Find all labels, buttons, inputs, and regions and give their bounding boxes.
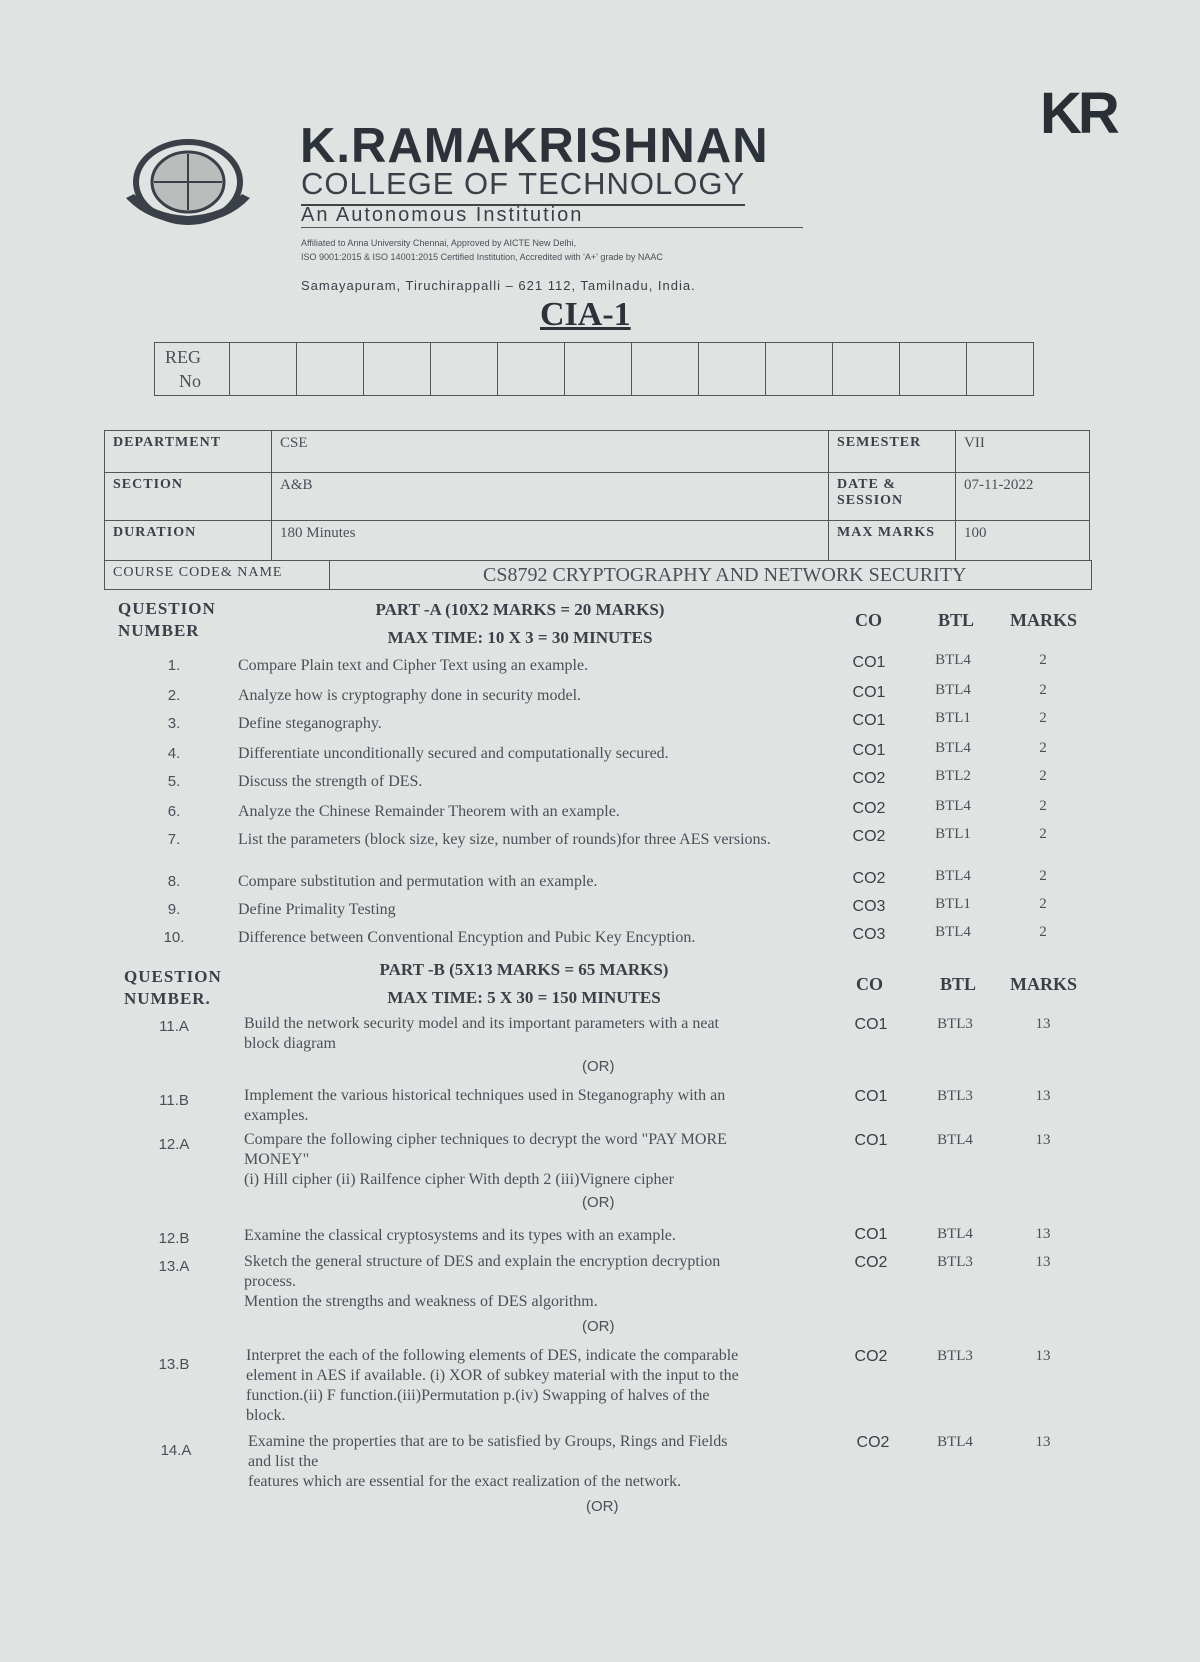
college-seal-logo — [118, 138, 258, 230]
question-btl: BTL3 — [937, 1348, 973, 1364]
section-value: A&B — [272, 473, 829, 521]
part-b-question-number-label: QUESTION NUMBER. — [124, 967, 222, 1008]
question-marks: 13 — [1035, 1434, 1051, 1450]
question-number: 1. — [167, 657, 181, 674]
question-marks: 2 — [1039, 652, 1047, 668]
question-number: 3. — [167, 715, 181, 732]
course-name: CS8792 CRYPTOGRAPHY AND NETWORK SECURITY — [483, 564, 967, 586]
question-btl: BTL4 — [935, 652, 971, 668]
question-btl: BTL1 — [935, 826, 971, 842]
question-marks: 13 — [1035, 1348, 1051, 1364]
question-marks: 13 — [1035, 1132, 1051, 1148]
reg-digit-box[interactable] — [431, 343, 498, 396]
duration-label: DURATION — [105, 521, 272, 561]
question-marks: 2 — [1039, 768, 1047, 784]
or-separator: (OR) — [582, 1318, 615, 1335]
or-separator: (OR) — [582, 1058, 615, 1075]
department-value: CSE — [272, 431, 829, 473]
question-marks: 13 — [1035, 1254, 1051, 1270]
question-text: List the parameters (block size, key size, number of rounds)for three AES versions. — [238, 831, 771, 848]
question-number: 9. — [167, 901, 181, 918]
question-co: CO3 — [852, 898, 886, 915]
question-number: 12.B — [158, 1230, 190, 1247]
accreditation-line: ISO 9001:2015 & ISO 14001:2015 Certified Institution, Accredited with 'A+' grade by NAAC — [301, 252, 663, 262]
question-number: 11.A — [159, 1018, 189, 1035]
autonomous-tagline: An Autonomous Institution — [301, 204, 803, 228]
question-text: Analyze how is cryptography done in security model. — [238, 687, 582, 704]
question-co: CO1 — [854, 1088, 888, 1105]
question-btl: BTL4 — [935, 740, 971, 756]
question-btl: BTL4 — [935, 682, 971, 698]
question-co: CO1 — [854, 1226, 888, 1243]
reg-digit-box[interactable] — [699, 343, 766, 396]
question-text: Examine the properties that are to be satisfied by Groups, Rings and Fields and list the features which are essential for the exact realization of the network. — [248, 1433, 728, 1490]
part-b-btl-header: BTL — [940, 974, 977, 994]
question-co: CO2 — [854, 1348, 888, 1365]
question-marks: 2 — [1039, 710, 1047, 726]
question-marks: 13 — [1035, 1226, 1051, 1242]
reg-digit-box[interactable] — [364, 343, 431, 396]
question-marks: 2 — [1039, 868, 1047, 884]
semester-label: SEMESTER — [829, 431, 956, 473]
question-marks: 13 — [1035, 1088, 1051, 1104]
question-text: Differentiate unconditionally secured and computationally secured. — [238, 745, 669, 762]
max-marks-label: MAX MARKS — [829, 521, 956, 561]
question-number: 13.A — [158, 1258, 190, 1275]
question-co: CO3 — [852, 926, 886, 943]
question-text: Interpret the each of the following elements of DES, indicate the comparable element in AES if available. (i) XOR of subkey material with the input to the function.(ii) F function.(iii)Permutation p.(iv) Swapping of halves of the block. — [246, 1347, 739, 1424]
course-code-label: COURSE CODE& NAME — [113, 565, 283, 580]
date-session-label: DATE & SESSION — [829, 473, 956, 521]
question-co: CO2 — [856, 1434, 890, 1451]
question-text: Compare Plain text and Cipher Text using an example. — [238, 657, 589, 674]
question-btl: BTL3 — [937, 1254, 973, 1270]
question-number: 6. — [167, 803, 181, 820]
semester-value: VII — [956, 431, 1090, 473]
question-co: CO2 — [852, 828, 886, 845]
part-b-title: PART -B (5X13 MARKS = 65 MARKS) MAX TIME: 5 X 30 = 150 MINUTES — [379, 960, 669, 1007]
question-number: 11.B — [159, 1092, 189, 1109]
question-co: CO1 — [854, 1016, 888, 1033]
or-separator: (OR) — [582, 1194, 615, 1211]
max-marks-value: 100 — [956, 521, 1090, 561]
reg-digit-box[interactable] — [565, 343, 632, 396]
question-number: 7. — [167, 831, 181, 848]
question-btl: BTL3 — [937, 1016, 973, 1032]
question-number: 8. — [167, 873, 181, 890]
question-text: Sketch the general structure of DES and explain the encryption decryption process. Mention the strengths and weakness of DES algorithm. — [244, 1253, 721, 1310]
question-marks: 2 — [1039, 740, 1047, 756]
question-marks: 2 — [1039, 896, 1047, 912]
question-marks: 2 — [1039, 826, 1047, 842]
part-a-co-header: CO — [855, 610, 882, 630]
question-co: CO2 — [852, 770, 886, 787]
part-a-title: PART -A (10X2 MARKS = 20 MARKS) MAX TIME: 10 X 3 = 30 MINUTES — [375, 600, 665, 647]
college-name: K.RAMAKRISHNAN — [300, 119, 769, 173]
reg-digit-box[interactable] — [297, 343, 364, 396]
question-text: Examine the classical cryptosystems and its types with an example. — [244, 1227, 676, 1244]
part-a-btl-header: BTL — [938, 610, 975, 630]
question-co: CO1 — [854, 1132, 888, 1149]
course-divider — [329, 561, 330, 589]
question-co: CO2 — [852, 870, 886, 887]
question-text: Implement the various historical techniques used in Steganography with an examples. — [244, 1087, 726, 1124]
reg-digit-box[interactable] — [766, 343, 833, 396]
question-btl: BTL4 — [935, 798, 971, 814]
question-number: 4. — [167, 745, 181, 762]
question-btl: BTL4 — [937, 1434, 973, 1450]
question-text: Compare substitution and permutation with an example. — [238, 873, 598, 890]
question-btl: BTL4 — [937, 1132, 973, 1148]
question-number: 14.A — [160, 1442, 192, 1459]
question-number: 10. — [163, 929, 185, 946]
exam-title: CIA-1 — [540, 296, 631, 333]
question-co: CO1 — [852, 712, 886, 729]
exam-info-table — [104, 430, 1090, 561]
affiliation-line: Affiliated to Anna University Chennai, Approved by AICTE New Delhi, — [301, 238, 576, 248]
question-btl: BTL2 — [935, 768, 971, 784]
college-subtitle: COLLEGE OF TECHNOLOGY — [301, 166, 745, 206]
question-btl: BTL4 — [937, 1226, 973, 1242]
question-btl: BTL4 — [935, 868, 971, 884]
question-co: CO1 — [852, 684, 886, 701]
duration-value: 180 Minutes — [272, 521, 829, 561]
question-marks: 2 — [1039, 682, 1047, 698]
reg-digit-box[interactable] — [230, 343, 297, 396]
department-label: DEPARTMENT — [105, 431, 272, 473]
question-btl: BTL1 — [935, 710, 971, 726]
part-b-marks-header: MARKS — [1010, 974, 1077, 994]
date-value: 07-11-2022 — [956, 473, 1090, 521]
question-text: Compare the following cipher techniques to decrypt the word "PAY MORE MONEY" (i) Hill cipher (ii) Railfence cipher With depth 2 (iii)Vignere cipher — [244, 1131, 727, 1188]
question-marks: 13 — [1035, 1016, 1051, 1032]
reg-number-grid — [154, 342, 1034, 396]
question-marks: 2 — [1039, 798, 1047, 814]
question-btl: BTL4 — [935, 924, 971, 940]
question-text: Build the network security model and its important parameters with a neat block diagram — [244, 1015, 719, 1052]
or-separator: (OR) — [586, 1498, 619, 1515]
part-a-question-number-label: QUESTION NUMBER — [118, 599, 216, 640]
question-text: Define Primality Testing — [238, 901, 396, 918]
reg-no-label: REG No — [155, 343, 230, 396]
question-co: CO2 — [854, 1254, 888, 1271]
part-b-co-header: CO — [856, 974, 883, 994]
question-text: Discuss the strength of DES. — [238, 773, 423, 790]
question-number: 2. — [167, 687, 181, 704]
question-btl: BTL1 — [935, 896, 971, 912]
reg-digit-box[interactable] — [632, 343, 699, 396]
question-text: Analyze the Chinese Remainder Theorem with an example. — [238, 803, 620, 820]
reg-digit-box[interactable] — [498, 343, 565, 396]
college-address: Samayapuram, Tiruchirappalli – 621 112, Tamilnadu, India. — [301, 278, 696, 293]
course-row — [104, 560, 1092, 590]
reg-digit-box[interactable] — [833, 343, 900, 396]
question-text: Define steganography. — [238, 715, 382, 732]
question-number: 5. — [167, 773, 181, 790]
question-co: CO1 — [852, 742, 886, 759]
reg-digit-box[interactable] — [967, 343, 1034, 396]
question-number: 12.A — [158, 1136, 190, 1153]
question-co: CO2 — [852, 800, 886, 817]
question-number: 13.B — [158, 1356, 190, 1373]
question-co: CO1 — [852, 654, 886, 671]
question-btl: BTL3 — [937, 1088, 973, 1104]
kr-brand-logo: KR — [1040, 81, 1116, 146]
reg-digit-box[interactable] — [900, 343, 967, 396]
section-label: SECTION — [105, 473, 272, 521]
question-text: Difference between Conventional Encyption and Pubic Key Encyption. — [238, 929, 696, 946]
question-marks: 2 — [1039, 924, 1047, 940]
part-a-marks-header: MARKS — [1010, 610, 1077, 630]
